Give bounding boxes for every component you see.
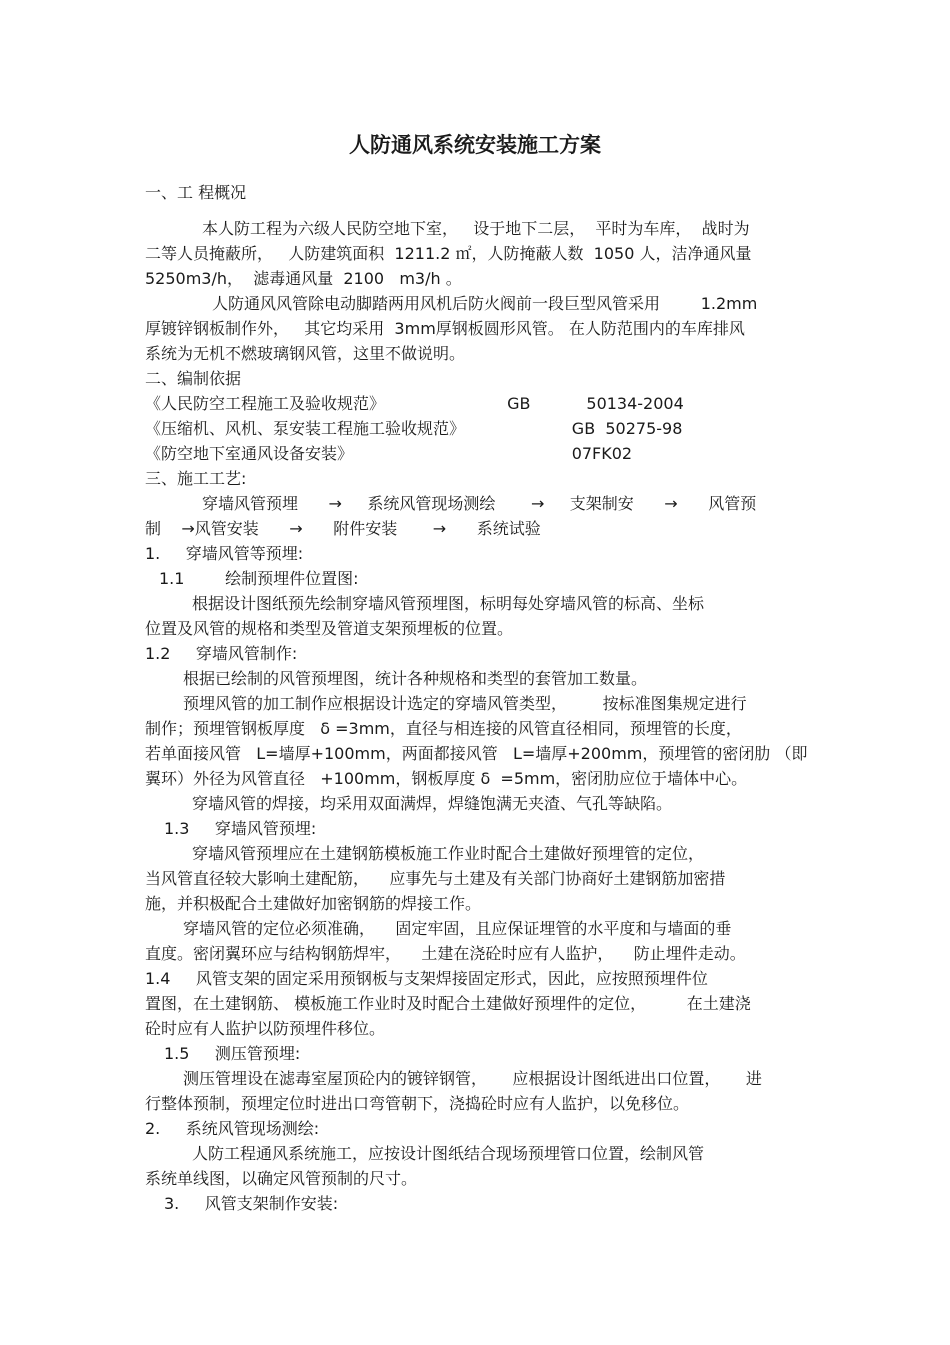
document-title: 人防通风系统安装施工方案	[349, 133, 601, 157]
text-line: 测压管埋设在滤毒室屋顶砼内的镀锌钢管， 应根据设计图纸进出口位置， 进	[183, 1069, 762, 1088]
process-flow-line: 穿墙风管预埋 → 系统风管现场测绘 → 支架制安 → 风管预	[202, 494, 757, 513]
subsection-heading: 1.3 穿墙风管预埋:	[164, 819, 317, 838]
text-line: 根据已绘制的风管预埋图，统计各种规格和类型的套管加工数量。	[183, 669, 648, 688]
reference-line: 《人民防空工程施工及验收规范》 GB 50134-2004	[145, 394, 684, 413]
subsection-heading: 1.5 测压管预埋:	[164, 1044, 301, 1063]
subsection-heading: 1.4 风管支架的固定采用预钢板与支架焊接固定形式，因此，应按照预埋件位	[145, 969, 708, 988]
text-line: 系统为无机不燃玻璃钢风管，这里不做说明。	[145, 344, 466, 363]
text-line: 翼环）外径为风管直径 +100mm，钢板厚度 δ =5mm，密闭肋应位于墙体中心。	[145, 769, 748, 788]
text-line: 系统单线图，以确定风管预制的尺寸。	[145, 1169, 418, 1188]
section-heading: 二、编制依据	[145, 369, 242, 388]
text-line: 二等人员掩蔽所， 人防建筑面积 1211.2 ㎡，人防掩蔽人数 1050 人，洁净通风量	[145, 244, 752, 263]
text-line: 施，并积极配合土建做好加密钢筋的焊接工作。	[145, 894, 482, 913]
text-line: 行整体预制，预埋定位时进出口弯管朝下，浇捣砼时应有人监护，以免移位。	[145, 1094, 690, 1113]
text-line: 若单面接风管 L=墙厚+100mm，两面都接风管 L=墙厚+200mm，预埋管的密闭肋 （即	[145, 744, 808, 763]
subsection-heading: 2. 系统风管现场测绘:	[145, 1119, 320, 1138]
text-line: 制作；预埋管钢板厚度 δ =3mm，直径与相连接的风管直径相同，预埋管的长度，	[145, 719, 742, 738]
section-heading: 一、工 程概况	[145, 183, 247, 202]
text-line: 本人防工程为六级人民防空地下室， 设于地下二层， 平时为车库， 战时为	[202, 219, 750, 238]
text-line: 人防通风风管除电动脚踏两用风机后防火阀前一段巨型风管采用 1.2mm	[212, 294, 758, 313]
text-line: 穿墙风管的焊接，均采用双面满焊，焊缝饱满无夹渣、气孔等缺陷。	[192, 794, 673, 813]
subsection-heading: 1. 穿墙风管等预埋:	[145, 544, 304, 563]
text-line: 直度。密闭翼环应与结构钢筋焊牢， 土建在浇砼时应有人监护， 防止埋件走动。	[145, 944, 746, 963]
subsection-heading: 1.1 绘制预埋件位置图:	[159, 569, 359, 588]
subsection-heading: 1.2 穿墙风管制作:	[145, 644, 298, 663]
text-line: 厚镀锌钢板制作外， 其它均采用 3mm厚钢板圆形风管。 在人防范围内的车库排风	[145, 319, 745, 338]
reference-line: 《防空地下室通风设备安装》 07FK02	[145, 444, 633, 463]
text-line: 砼时应有人监护以防预埋件移位。	[145, 1019, 386, 1038]
text-line: 位置及风管的规格和类型及管道支架预埋板的位置。	[145, 619, 514, 638]
text-line: 5250m3/h， 滤毒通风量 2100 m3/h 。	[145, 269, 462, 288]
reference-line: 《压缩机、风机、泵安装工程施工验收规范》 GB 50275-98	[145, 419, 683, 438]
text-line: 穿墙风管的定位必须准确， 固定牢固，且应保证埋管的水平度和与墙面的垂	[183, 919, 732, 938]
text-line: 置图，在土建钢筋、 模板施工作业时及时配合土建做好预埋件的定位， 在土建浇	[145, 994, 751, 1013]
text-line: 穿墙风管预埋应在土建钢筋模板施工作业时配合土建做好预埋管的定位，	[192, 844, 705, 863]
text-line: 根据设计图纸预先绘制穿墙风管预埋图，标明每处穿墙风管的标高、坐标	[192, 594, 705, 613]
process-flow-line: 制 →风管安装 → 附件安装 → 系统试验	[145, 519, 541, 538]
subsection-heading: 3. 风管支架制作安装:	[164, 1194, 339, 1213]
text-line: 当风管直径较大影响土建配筋， 应事先与土建及有关部门协商好土建钢筋加密措	[145, 869, 726, 888]
text-line: 预埋风管的加工制作应根据设计选定的穿墙风管类型， 按标准图集规定进行	[183, 694, 747, 713]
section-heading: 三、施工工艺:	[145, 469, 247, 488]
text-line: 人防工程通风系统施工，应按设计图纸结合现场预埋管口位置，绘制风管	[192, 1144, 705, 1163]
